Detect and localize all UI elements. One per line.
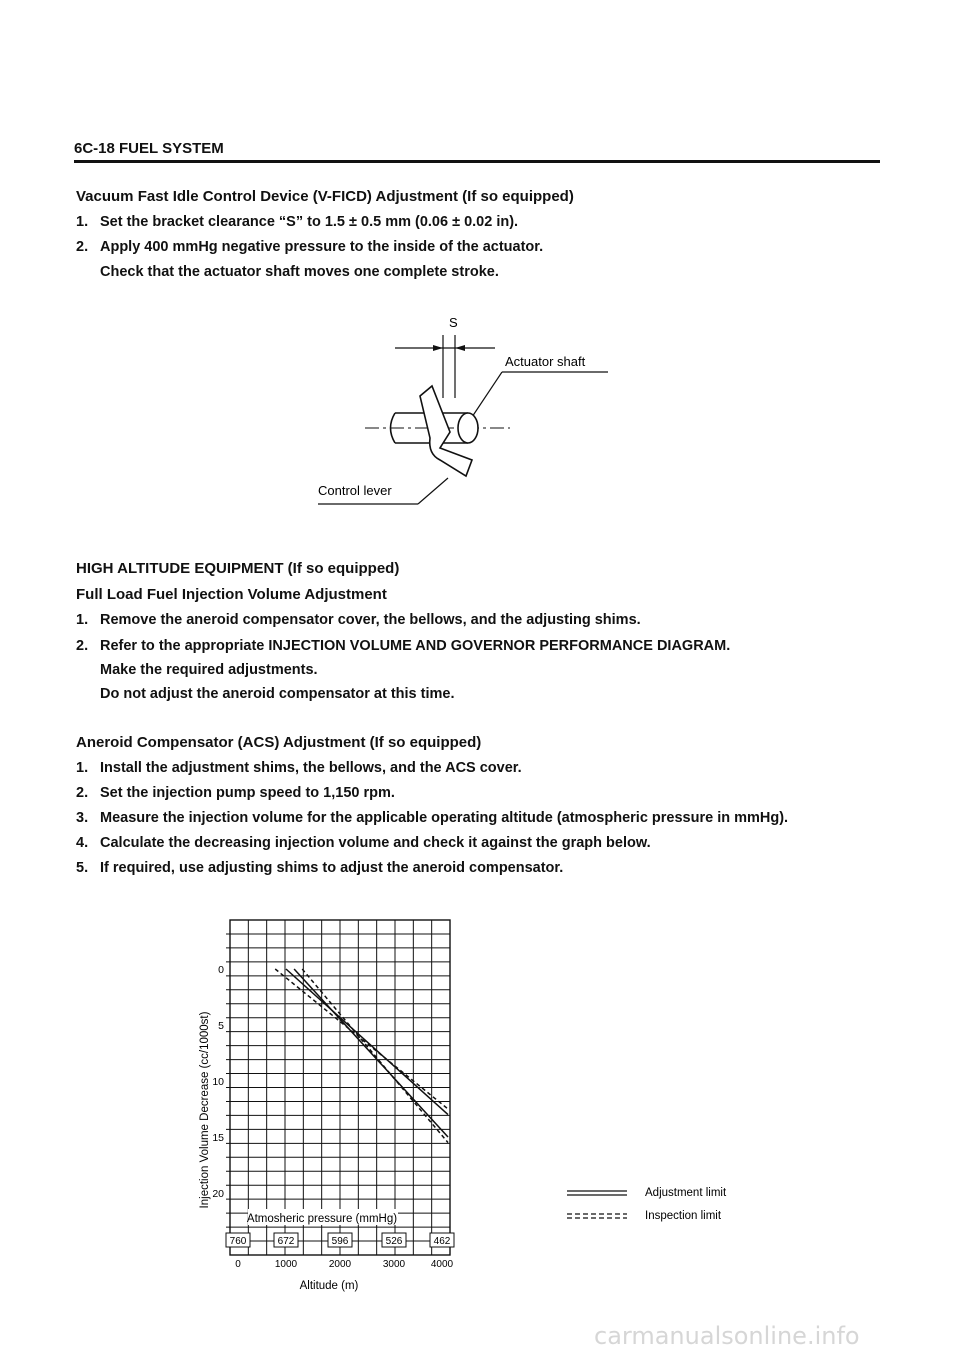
inner-pressure-label: Atmosheric pressure (mmHg) [246, 1213, 398, 1225]
vficd-step-1 [76, 214, 518, 230]
vficd-heading: Vacuum Fast Idle Control Device (V-FICD) Adjustment (If so equipped) [76, 188, 574, 205]
series-line-1 [286, 969, 448, 1115]
step-number: 4. [76, 835, 89, 851]
y-axis-label: Injection Volume Decrease (cc/1000st) [199, 1011, 211, 1209]
step-text: Install the adjustment shims, the bellows, and the ACS cover. [100, 760, 522, 776]
pressure-tick-label: 526 [385, 1236, 403, 1247]
x-tick-label: 2000 [328, 1259, 352, 1270]
legend-adjustment-label: Adjustment limit [645, 1187, 727, 1199]
legend-inspection-label: Inspection limit [645, 1210, 722, 1222]
step-number: 1. [76, 760, 89, 776]
step-number: 5. [76, 860, 89, 876]
control-lever-label: Control lever [318, 483, 392, 498]
vficd-step-2 [76, 239, 543, 255]
step-number: 2. [76, 638, 89, 654]
y-tick-label: 10 [212, 1076, 224, 1088]
step-text: Measure the injection volume for the applicable operating altitude (atmospheric pressure in mmHg). [100, 810, 789, 826]
step-text: Set the bracket clearance “S” to 1.5 ± 0.5 mm (0.06 ± 0.02 in). [100, 214, 519, 230]
chart-series [275, 969, 448, 1143]
step-number: 3. [76, 810, 89, 826]
chart-grid [226, 920, 450, 1255]
series-line-2 [294, 969, 448, 1137]
pressure-tick-label: 672 [277, 1236, 295, 1247]
y-ticks [212, 964, 224, 1200]
series-line-4 [302, 969, 448, 1143]
step-text: If required, use adjusting shims to adjust the aneroid compensator. [100, 860, 564, 876]
chart-legend [565, 1180, 805, 1230]
step-text: Calculate the decreasing injection volume and check it against the graph below. [100, 835, 651, 851]
step-text: Refer to the appropriate INJECTION VOLUME AND GOVERNOR PERFORMANCE DIAGRAM. [100, 638, 731, 654]
ha-step-2-sub-2: Do not adjust the aneroid compensator at this time. [100, 686, 455, 702]
x-tick-label: 3000 [382, 1259, 406, 1270]
pressure-tick-label: 462 [433, 1236, 451, 1247]
injection-decrease-chart [180, 905, 480, 1300]
ha-step-2 [76, 638, 730, 654]
pressure-tick-label: 596 [331, 1236, 349, 1247]
acs-step-4 [76, 835, 651, 851]
step-number: 2. [76, 785, 89, 801]
step-number: 2. [76, 239, 89, 255]
step-text: Set the injection pump speed to 1,150 rpm. [100, 785, 395, 801]
full-load-subheading: Full Load Fuel Injection Volume Adjustment [76, 586, 387, 603]
s-label: S [449, 315, 458, 330]
x-ticks [235, 1259, 453, 1270]
x-tick-label: 1000 [274, 1259, 298, 1270]
y-tick-label: 5 [218, 1020, 224, 1032]
header-rule [74, 160, 880, 163]
ha-step-1 [76, 612, 641, 628]
page-header: 6C-18 FUEL SYSTEM [74, 140, 224, 157]
acs-heading: Aneroid Compensator (ACS) Adjustment (If so equipped) [76, 734, 482, 751]
x-tick-label: 0 [235, 1259, 241, 1270]
acs-step-3 [76, 810, 788, 826]
step-text: Remove the aneroid compensator cover, the bellows, and the adjusting shims. [100, 612, 641, 628]
x-tick-label: 4000 [430, 1259, 454, 1270]
watermark: carmanualsonline.info [594, 1322, 860, 1350]
actuator-shaft-label: Actuator shaft [505, 354, 586, 369]
legend-adjustment [567, 1187, 727, 1199]
acs-step-2 [76, 785, 395, 801]
step-number: 1. [76, 612, 89, 628]
pressure-tick-label: 760 [229, 1236, 247, 1247]
vficd-step-2-sub: Check that the actuator shaft moves one complete stroke. [100, 264, 499, 280]
acs-step-5 [76, 860, 563, 876]
ha-step-2-sub-1: Make the required adjustments. [100, 662, 318, 678]
high-altitude-heading: HIGH ALTITUDE EQUIPMENT (If so equipped) [76, 560, 400, 577]
acs-step-1 [76, 760, 522, 776]
y-tick-label: 0 [218, 964, 224, 976]
step-number: 1. [76, 214, 89, 230]
y-tick-label: 20 [212, 1188, 224, 1200]
step-text: Apply 400 mmHg negative pressure to the inside of the actuator. [100, 239, 544, 255]
actuator-diagram [300, 310, 620, 520]
y-tick-label: 15 [212, 1132, 224, 1144]
pressure-ticks [226, 1233, 454, 1247]
x-axis-label: Altitude (m) [299, 1280, 359, 1292]
legend-inspection [567, 1210, 722, 1222]
